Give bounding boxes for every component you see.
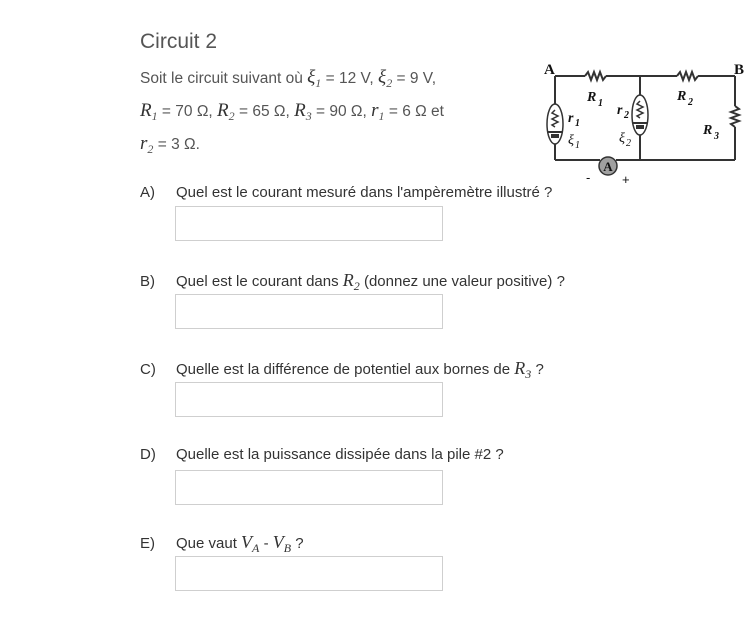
- answer-c-input[interactable]: [175, 382, 443, 417]
- xi1-subscript: 1: [315, 76, 322, 90]
- R1-value: = 70 Ω,: [161, 103, 213, 120]
- question-b-text-post: (donnez une valeur positive) ?: [363, 273, 565, 290]
- diagram-xi2-sub: 2: [626, 138, 631, 149]
- node-b-label: B: [734, 62, 745, 78]
- xi2-subscript: 2: [386, 76, 393, 90]
- page-title: Circuit 2: [140, 30, 218, 53]
- R2-resistor-icon: [677, 72, 698, 80]
- xi1-symbol: ξ: [307, 67, 316, 88]
- question-c-symbol: R: [514, 358, 526, 378]
- xi2-value: = 9 V,: [396, 70, 437, 87]
- question-c: [140, 358, 544, 382]
- question-e: [140, 532, 304, 556]
- r2-value: = 3 Ω.: [157, 136, 200, 153]
- battery-1-icon: [547, 104, 563, 144]
- question-e-vb-subscript: B: [283, 541, 292, 555]
- question-e-text-pre: Que vaut: [176, 535, 237, 552]
- statement-line-1: [140, 64, 540, 97]
- diagram-R3-label: R: [703, 123, 713, 138]
- R3-resistor-icon: [731, 106, 739, 127]
- diagram-r1-sub: 1: [575, 118, 580, 129]
- diagram-r2-sub: 2: [624, 110, 629, 121]
- statement-lead: Soit le circuit suivant où: [140, 70, 303, 87]
- question-b-letter: B): [140, 273, 155, 290]
- r2-symbol: r: [140, 133, 148, 154]
- xi2-symbol: ξ: [378, 67, 387, 88]
- problem-statement: [140, 64, 540, 163]
- question-e-minus: -: [263, 535, 269, 552]
- diagram-xi1-sub: 1: [575, 140, 580, 151]
- answer-d-input[interactable]: [175, 470, 443, 505]
- r2-subscript: 2: [147, 142, 154, 156]
- r1-subscript: 1: [378, 109, 385, 123]
- question-d: [140, 446, 504, 463]
- diagram-xi1-label: ξ: [568, 133, 574, 148]
- ammeter-plus-label: +: [622, 172, 630, 186]
- question-c-text-pre: Quelle est la différence de potentiel aux bornes de: [176, 361, 511, 378]
- R2-subscript: 2: [228, 109, 235, 123]
- question-e-va-symbol: V: [241, 532, 253, 552]
- question-d-letter: D): [140, 446, 156, 463]
- R1-symbol: R: [140, 100, 152, 121]
- question-b-symbol: R: [342, 270, 354, 290]
- question-e-letter: E): [140, 535, 155, 552]
- R3-symbol: R: [294, 100, 306, 121]
- node-a-label: A: [544, 62, 555, 78]
- question-b: [140, 270, 565, 294]
- R3-value: = 90 Ω,: [316, 103, 367, 120]
- diagram-r2-label: r: [617, 103, 623, 118]
- diagram-R2-label: R: [677, 89, 687, 104]
- R1-subscript: 1: [151, 109, 158, 123]
- question-c-text-post: ?: [535, 361, 544, 378]
- diagram-R2-sub: 2: [688, 97, 693, 108]
- question-d-text: Quelle est la puissance dissipée dans la pile #2 ?: [176, 446, 504, 463]
- r1-symbol: r: [371, 100, 379, 121]
- statement-line-3: [140, 130, 540, 163]
- ammeter-label: A: [603, 159, 613, 174]
- answer-b-input[interactable]: [175, 294, 443, 329]
- ammeter-icon: [599, 157, 617, 175]
- question-b-subscript: 2: [353, 279, 360, 293]
- question-e-vb-symbol: V: [272, 532, 284, 552]
- question-c-letter: C): [140, 361, 156, 378]
- question-b-text-pre: Quel est le courant dans: [176, 273, 339, 290]
- statement-line-2: [140, 97, 540, 130]
- circuit-diagram: [540, 60, 745, 186]
- question-e-va-subscript: A: [252, 541, 260, 555]
- question-c-subscript: 3: [525, 367, 532, 381]
- question-a: [140, 184, 552, 201]
- diagram-R3-sub: 3: [714, 131, 719, 142]
- diagram-R1-sub: 1: [598, 98, 603, 109]
- xi1-value: = 12 V,: [325, 70, 374, 87]
- question-e-text-post: ?: [295, 535, 304, 552]
- ammeter-minus-label: -: [586, 170, 591, 185]
- R3-subscript: 3: [305, 109, 312, 123]
- diagram-xi2-label: ξ: [619, 131, 625, 146]
- diagram-r1-label: r: [568, 111, 574, 126]
- question-a-letter: A): [140, 184, 155, 201]
- question-a-text: Quel est le courant mesuré dans l'ampèremètre illustré ?: [176, 184, 553, 201]
- R2-symbol: R: [217, 100, 229, 121]
- diagram-R1-label: R: [587, 90, 597, 105]
- answer-e-input[interactable]: [175, 556, 443, 591]
- r1-value: = 6 Ω et: [388, 103, 444, 120]
- answer-a-input[interactable]: [175, 206, 443, 241]
- R2-value: = 65 Ω,: [238, 103, 290, 120]
- R1-resistor-icon: [585, 72, 606, 80]
- battery-2-icon: [632, 95, 648, 135]
